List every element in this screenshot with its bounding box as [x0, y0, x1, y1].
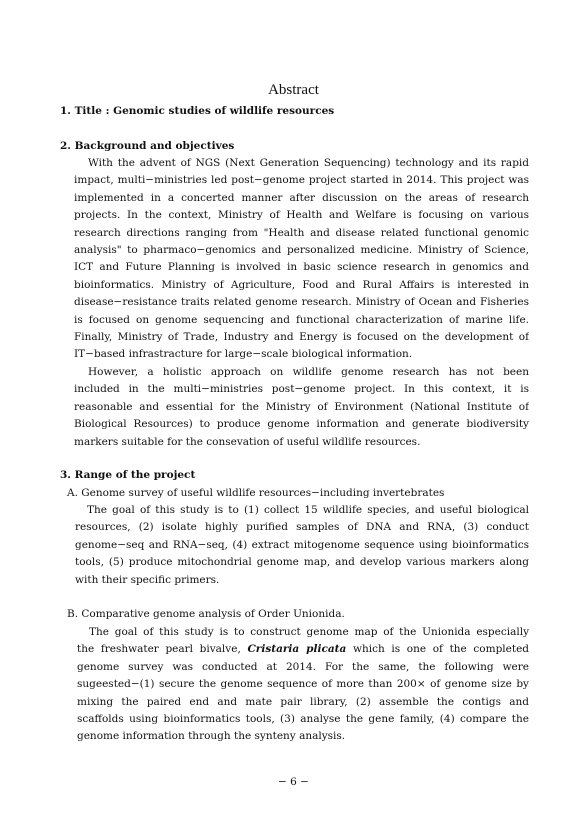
text-line: implemented in a concerted manner after discussion on the areas of research — [74, 191, 529, 204]
section-3-heading: 3. Range of the project — [60, 469, 196, 481]
text-line: Finally, Ministry of Trade, Industry and Energy is focused on the development of — [74, 330, 529, 343]
text-line: genome−seq and RNA−seq, (4) extract mitogenome sequence using bioinformatics — [75, 538, 529, 551]
text-segment: which is one of the completed — [353, 643, 529, 656]
background-paragraph-2 — [74, 364, 529, 451]
text-line: mixing the paired end and mate pair library, (2) assemble the contigs and — [77, 695, 529, 708]
text-line: However, a holistic approach on wildlife genome research has not been — [88, 366, 529, 378]
species-name: Cristaria plicata — [247, 643, 347, 656]
text-line: included in the multi−ministries post−genome project. In this context, it is — [74, 383, 529, 396]
page-number: − 6 − — [278, 776, 309, 788]
part-a-heading: A. Genome survey of useful wildlife resources−including invertebrates — [67, 487, 445, 499]
text-line: is focused on genome sequencing and functional characterization of marine life. — [74, 313, 529, 326]
text-line-with-species — [77, 641, 529, 658]
text-line: analysis" to pharmaco−genomics and personalized medicine. Ministry of Science, — [74, 243, 529, 256]
text-line: With the advent of NGS (Next Generation Sequencing) technology and its rapid — [88, 157, 529, 169]
text-line: reasonable and essential for the Ministry of Environment (National Institute of — [74, 400, 529, 413]
text-line: sugeested−(1) secure the genome sequence of more than 200× of genome size by — [77, 678, 529, 691]
text-segment: the freshwater pearl bivalve, — [77, 643, 241, 656]
text-line: The goal of this study is to (1) collect 15 wildlife species, and useful biological — [87, 504, 529, 516]
background-paragraph-1 — [74, 155, 529, 364]
text-line: resources, (2) isolate highly purified samples of DNA and RNA, (3) conduct — [75, 521, 529, 534]
text-line: markers suitable for the consevation of useful wildlife resources. — [74, 435, 421, 448]
text-line: The goal of this study is to construct genome map of the Unionida especially — [89, 626, 529, 638]
page-title: Abstract — [268, 82, 319, 98]
text-line: disease−resistance traits related genome research. Ministry of Ocean and Fisheries — [74, 296, 529, 309]
text-line: impact, multi−ministries led post−genome project started in 2014. This project was — [74, 174, 529, 187]
section-1-heading: 1. Title : Genomic studies of wildlife resources — [60, 105, 335, 117]
text-line: with their specific primers. — [75, 573, 220, 586]
section-2-heading: 2. Background and objectives — [60, 140, 235, 152]
text-line: ICT and Future Planning is involved in basic science research in genomics and — [74, 261, 529, 274]
text-line: IT−based infrastracture for large−scale biological information. — [74, 348, 413, 361]
text-line: projects. In the context, Ministry of Health and Welfare is focusing on various — [74, 209, 529, 222]
text-line: genome survey was conducted at 2014. For the same, the following were — [77, 660, 529, 673]
part-a-paragraph — [75, 502, 529, 589]
text-line: Biological Resources) to produce genome information and generate biodiversity — [74, 418, 529, 431]
part-b-paragraph — [77, 624, 529, 746]
part-b-heading: B. Comparative genome analysis of Order Unionida. — [67, 608, 345, 620]
text-line: genome information through the synteny analysis. — [77, 730, 346, 743]
text-line: research directions ranging from "Health and disease related functional genomic — [74, 226, 529, 239]
text-line: tools, (5) produce mitochondrial genome map, and develop various markers along — [75, 556, 529, 569]
text-line: bioinformatics. Ministry of Agriculture, Food and Rural Affairs is interested in — [74, 278, 529, 291]
text-line: scaffolds using bioinformatics tools, (3) analyse the gene family, (4) compare the — [77, 712, 529, 725]
